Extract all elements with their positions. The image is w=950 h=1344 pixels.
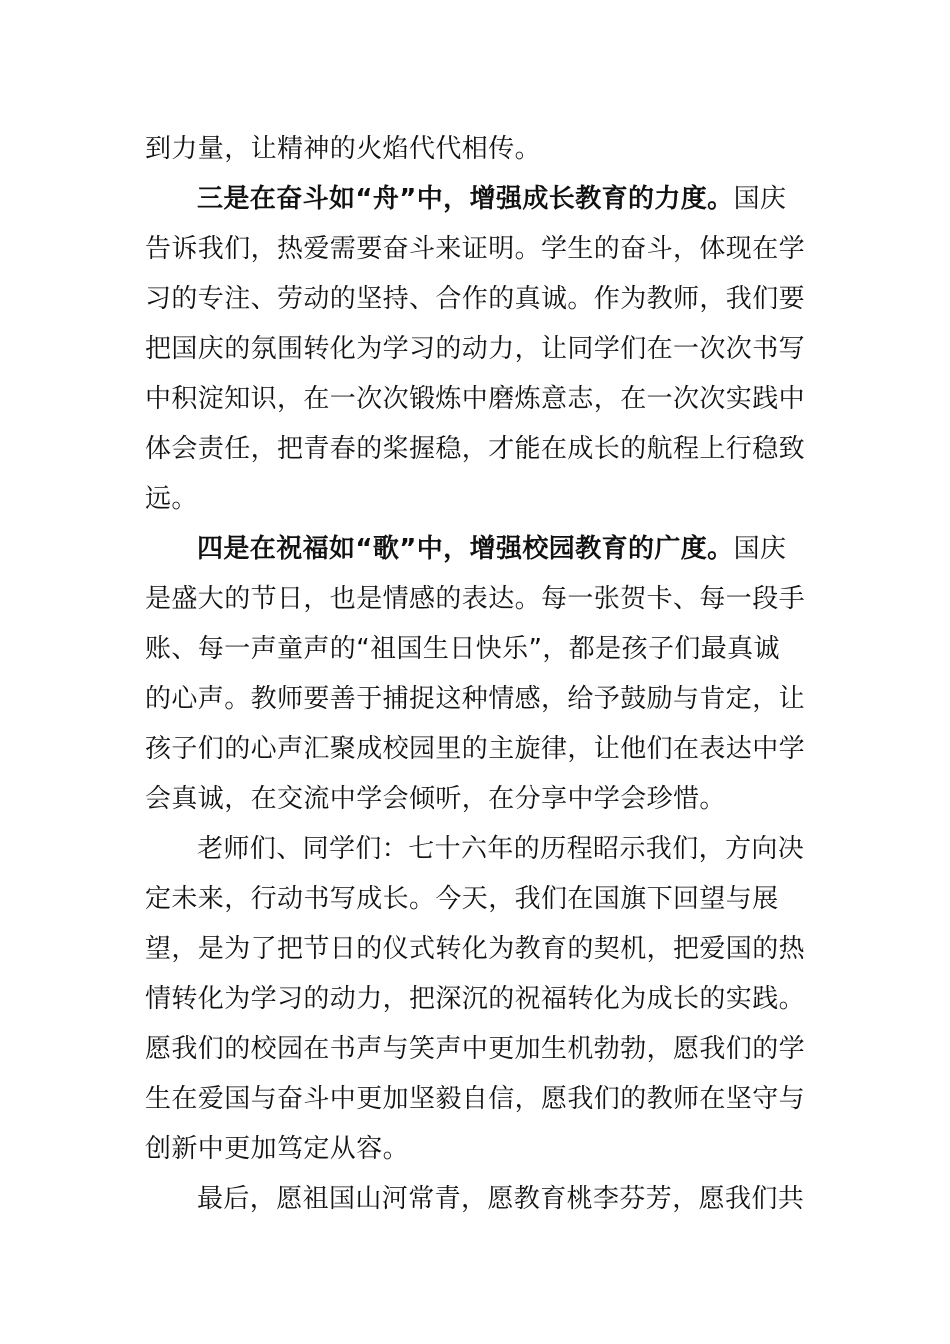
text-line: 会真诚，在交流中学会倾听，在分享中学会珍惜。 <box>145 784 726 814</box>
text-line: 是盛大的节日，也是情感的表达。每一张贺卡、每一段手 <box>145 584 806 614</box>
text-line: 老师们、同学们：七十六年的历程昭示我们，方向决 <box>197 834 805 864</box>
text-line: 望，是为了把节日的仪式转化为教育的契机，把爱国的热 <box>145 934 806 964</box>
text-line: 愿我们的校园在书声与笑声中更加生机勃勃，愿我们的学 <box>145 1034 806 1064</box>
paragraph-4-heading: 四是在祝福如“歌”中，增强校园教育的广度。 <box>197 534 734 564</box>
body-text <box>145 124 810 1224</box>
text-line: 情转化为学习的动力，把深沉的祝福转化为成长的实践。 <box>145 984 806 1014</box>
text-line: 把国庆的氛围转化为学习的动力，让同学们在一次次书写 <box>145 334 806 364</box>
paragraph-4-text: 国庆 <box>733 534 787 564</box>
text-line: 创新中更加笃定从容。 <box>145 1134 410 1164</box>
paragraph-3-heading: 三是在奋斗如“舟”中，增强成长教育的力度。 <box>197 184 734 214</box>
paragraph-3-text: 国庆 <box>733 184 787 214</box>
text-line: 体会责任，把青春的桨握稳，才能在成长的航程上行稳致 <box>145 434 806 464</box>
text-line: 远。 <box>145 484 198 514</box>
text-line: 孩子们的心声汇聚成校园里的主旋律，让他们在表达中学 <box>145 734 806 764</box>
text-line: 到力量，让精神的火焰代代相传。 <box>145 134 542 164</box>
paragraph-4-heading-line <box>145 524 810 574</box>
text-line: 习的专注、劳动的坚持、合作的真诚。作为教师，我们要 <box>145 284 806 314</box>
text-line: 定未来，行动书写成长。今天，我们在国旗下回望与展 <box>145 884 779 914</box>
text-line: 最后，愿祖国山河常青，愿教育桃李芬芳，愿我们共 <box>197 1184 805 1214</box>
text-line: 的心声。教师要善于捕捉这种情感，给予鼓励与肯定，让 <box>145 684 806 714</box>
paragraph-3-heading-line <box>145 174 810 224</box>
text-line: 中积淀知识，在一次次锻炼中磨炼意志，在一次次实践中 <box>145 384 806 414</box>
text-line: 告诉我们，热爱需要奋斗来证明。学生的奋斗，体现在学 <box>145 234 806 264</box>
text-line: 账、每一声童声的“祖国生日快乐”，都是孩子们最真诚 <box>145 634 780 664</box>
text-line: 生在爱国与奋斗中更加坚毅自信，愿我们的教师在坚守与 <box>145 1084 806 1114</box>
